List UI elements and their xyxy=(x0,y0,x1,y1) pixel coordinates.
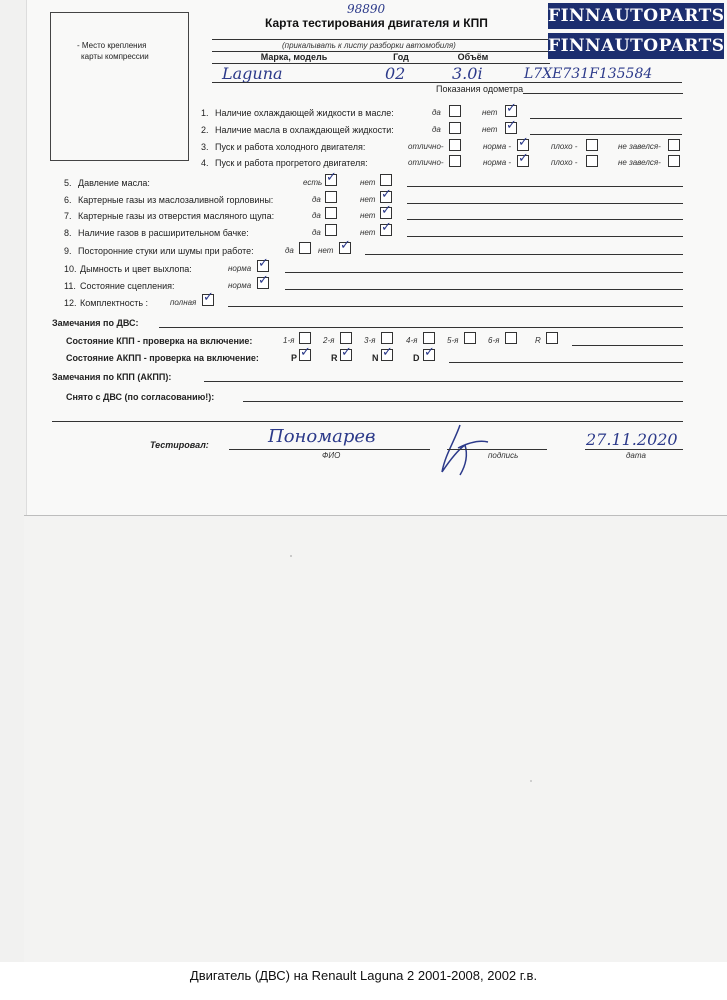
sign-label: подпись xyxy=(488,451,519,460)
item-7-yes-box[interactable] xyxy=(325,207,337,219)
item-11-opt1: норма xyxy=(228,281,252,290)
item-11-normal-box[interactable] xyxy=(257,273,269,289)
check-mark-icon: ✓ xyxy=(258,256,269,271)
item-6-yes-box[interactable] xyxy=(325,191,337,203)
item-4-opt2: норма - xyxy=(483,158,512,167)
item-6-label: Картерные газы из маслозаливной горловины: xyxy=(78,195,274,205)
kpp-reverse-box[interactable] xyxy=(546,332,558,344)
kpp-reverse-label: R xyxy=(535,336,541,345)
logo-finnautoparts: FINNAUTOPARTS xyxy=(548,3,724,29)
item-9-no-box[interactable] xyxy=(339,238,351,254)
item-5-yes-box[interactable] xyxy=(325,170,337,186)
check-mark-icon: ✓ xyxy=(506,118,517,133)
check-mark-icon: ✓ xyxy=(518,135,529,150)
item-2-no-box[interactable] xyxy=(505,118,517,134)
item-6-opt1: да xyxy=(312,195,321,204)
check-mark-icon: ✓ xyxy=(506,101,517,116)
item-4-label: Пуск и работа прогретого двигателя: xyxy=(215,158,368,168)
item-9-num: 9. xyxy=(64,246,72,256)
item-4-nostart-box[interactable] xyxy=(668,155,680,167)
item-11-label: Состояние сцепления: xyxy=(80,281,175,291)
check-mark-icon: ✓ xyxy=(381,187,392,202)
item-7-label: Картерные газы из отверстия масляного щупа: xyxy=(78,211,275,221)
check-mark-icon: ✓ xyxy=(424,345,435,360)
date-value: 27.11.2020 xyxy=(586,430,678,449)
page-title: Карта тестирования двигателя и КПП xyxy=(265,16,488,30)
check-mark-icon: ✓ xyxy=(340,238,351,253)
volume-value: 3.0i xyxy=(452,64,483,83)
item-2-label: Наличие масла в охлаждающей жидкости: xyxy=(215,125,394,135)
model-value: Laguna xyxy=(222,64,283,83)
col-model-header: Марка, модель xyxy=(260,52,328,62)
item-3-opt2: норма - xyxy=(483,142,512,151)
item-2-opt2: нет xyxy=(482,125,498,134)
item-4-normal-box[interactable] xyxy=(517,151,529,167)
photo-box-line2: карты компрессии xyxy=(81,52,149,61)
item-8-no-box[interactable] xyxy=(380,220,392,236)
col-year-header: Год xyxy=(393,52,409,62)
kpp-gear5-label: 5-я xyxy=(447,336,459,345)
check-mark-icon: ✓ xyxy=(258,273,269,288)
akpp-p-label: P xyxy=(291,353,298,363)
item-5-opt2: нет xyxy=(360,178,376,187)
item-8-label: Наличие газов в расширительном бачке: xyxy=(78,228,249,238)
check-mark-icon: ✓ xyxy=(326,170,337,185)
check-mark-icon: ✓ xyxy=(381,220,392,235)
item-3-opt3: плохо - xyxy=(551,142,578,151)
item-9-label: Посторонние стуки или шумы при работе: xyxy=(78,246,254,256)
item-3-excellent-box[interactable] xyxy=(449,139,461,151)
col-volume-header: Объём xyxy=(457,52,489,62)
item-5-label: Давление масла: xyxy=(78,178,150,188)
item-3-num: 3. xyxy=(201,142,209,152)
item-9-opt1: да xyxy=(285,246,294,255)
check-mark-icon: ✓ xyxy=(381,203,392,218)
item-3-opt4: не завелся- xyxy=(618,142,661,151)
tested-by-label: Тестировал: xyxy=(150,440,209,450)
item-8-opt1: да xyxy=(312,228,321,237)
kpp-gear1-box[interactable] xyxy=(299,332,311,344)
kpp-label: Состояние КПП - проверка на включение: xyxy=(66,336,253,346)
check-mark-icon: ✓ xyxy=(300,345,311,360)
item-12-label: Комплектность : xyxy=(80,298,149,308)
item-5-num: 5. xyxy=(64,178,72,188)
item-4-bad-box[interactable] xyxy=(586,155,598,167)
item-4-opt1: отлично- xyxy=(408,158,444,167)
item-7-num: 7. xyxy=(64,211,72,221)
item-8-num: 8. xyxy=(64,228,72,238)
check-mark-icon: ✓ xyxy=(518,151,529,166)
item-3-label: Пуск и работа холодного двигателя: xyxy=(215,142,366,152)
item-6-no-box[interactable] xyxy=(380,187,392,203)
check-mark-icon: ✓ xyxy=(341,345,352,360)
blank-sheet-area xyxy=(24,515,727,962)
item-2-yes-box[interactable] xyxy=(449,122,461,134)
item-4-opt3: плохо - xyxy=(551,158,578,167)
item-12-full-box[interactable] xyxy=(202,290,214,306)
item-4-excellent-box[interactable] xyxy=(449,155,461,167)
item-10-opt1: норма xyxy=(228,264,252,273)
item-6-num: 6. xyxy=(64,195,72,205)
kpp-gear6-label: 6-я xyxy=(488,336,500,345)
kpp-gear2-box[interactable] xyxy=(340,332,352,344)
handwritten-number: 98890 xyxy=(347,2,386,16)
item-4-num: 4. xyxy=(201,158,209,168)
vin-value: L7XE731F135584 xyxy=(524,66,653,82)
subtitle: (прикалывать к листу разборки автомобиля) xyxy=(282,41,456,50)
item-1-opt1: да xyxy=(432,108,441,117)
fio-label: ФИО xyxy=(322,451,341,460)
item-4-opt4: не завелся- xyxy=(618,158,661,167)
item-1-label: Наличие охлаждающей жидкости в масле: xyxy=(215,108,394,118)
item-3-nostart-box[interactable] xyxy=(668,139,680,151)
item-10-label: Дымность и цвет выхлопа: xyxy=(80,264,192,274)
remarks-dvs-label: Замечания по ДВС: xyxy=(52,318,139,328)
akpp-n-box[interactable] xyxy=(381,345,393,361)
item-3-opt1: отлично- xyxy=(408,142,444,151)
date-label: дата xyxy=(626,451,646,460)
item-5-no-box[interactable] xyxy=(380,174,392,186)
akpp-p-box[interactable] xyxy=(299,345,311,361)
item-8-opt2: нет xyxy=(360,228,376,237)
item-1-num: 1. xyxy=(201,108,209,118)
item-7-no-box[interactable] xyxy=(380,203,392,219)
scan-speck xyxy=(530,780,532,782)
item-1-opt2: нет xyxy=(482,108,498,117)
akpp-d-box[interactable] xyxy=(423,345,435,361)
item-12-opt1: полная xyxy=(170,298,197,307)
akpp-r-box[interactable] xyxy=(340,345,352,361)
item-12-num: 12. xyxy=(64,298,77,308)
akpp-n-label: N xyxy=(372,353,379,363)
item-9-yes-box[interactable] xyxy=(299,242,311,254)
item-11-num: 11. xyxy=(64,281,76,291)
item-7-opt2: нет xyxy=(360,211,376,220)
kpp-gear2-label: 2-я xyxy=(323,336,335,345)
item-9-opt2: нет xyxy=(318,246,334,255)
item-3-normal-box[interactable] xyxy=(517,135,529,151)
item-3-bad-box[interactable] xyxy=(586,139,598,151)
tester-name: Пономарев xyxy=(268,426,376,447)
kpp-gear3-label: 3-я xyxy=(364,336,376,345)
item-6-opt2: нет xyxy=(360,195,376,204)
item-1-yes-box[interactable] xyxy=(449,105,461,117)
removed-label: Снято с ДВС (по согласованию!): xyxy=(66,392,215,402)
odometer-label: Показания одометра xyxy=(436,84,524,94)
akpp-r-label: R xyxy=(331,353,338,363)
image-caption: Двигатель (ДВС) на Renault Laguna 2 2001-2008, 2002 г.в. xyxy=(189,968,538,983)
akpp-label: Состояние АКПП - проверка на включение: xyxy=(66,353,259,363)
kpp-gear1-label: 1-я xyxy=(283,336,295,345)
year-value: 02 xyxy=(385,64,406,83)
signature-scribble xyxy=(430,420,500,480)
item-5-opt1: есть xyxy=(303,178,323,187)
kpp-gear3-box[interactable] xyxy=(381,332,393,344)
logo-finnautoparts-2: FINNAUTOPARTS xyxy=(548,33,724,59)
item-10-normal-box[interactable] xyxy=(257,256,269,272)
akpp-d-label: D xyxy=(413,353,420,363)
check-mark-icon: ✓ xyxy=(203,290,214,305)
item-8-yes-box[interactable] xyxy=(325,224,337,236)
scan-speck xyxy=(290,555,292,557)
kpp-gear6-box[interactable] xyxy=(505,332,517,344)
check-mark-icon: ✓ xyxy=(382,345,393,360)
kpp-gear5-box[interactable] xyxy=(464,332,476,344)
kpp-gear4-box[interactable] xyxy=(423,332,435,344)
item-1-no-box[interactable] xyxy=(505,101,517,117)
compression-card-area xyxy=(50,12,189,161)
item-7-opt1: да xyxy=(312,211,321,220)
kpp-gear4-label: 4-я xyxy=(406,336,418,345)
item-10-num: 10. xyxy=(64,264,77,274)
remarks-kpp-label: Замечания по КПП (АКПП): xyxy=(52,372,172,382)
item-2-opt1: да xyxy=(432,125,441,134)
photo-box-line1: - Место крепления xyxy=(77,41,147,50)
item-2-num: 2. xyxy=(201,125,209,135)
